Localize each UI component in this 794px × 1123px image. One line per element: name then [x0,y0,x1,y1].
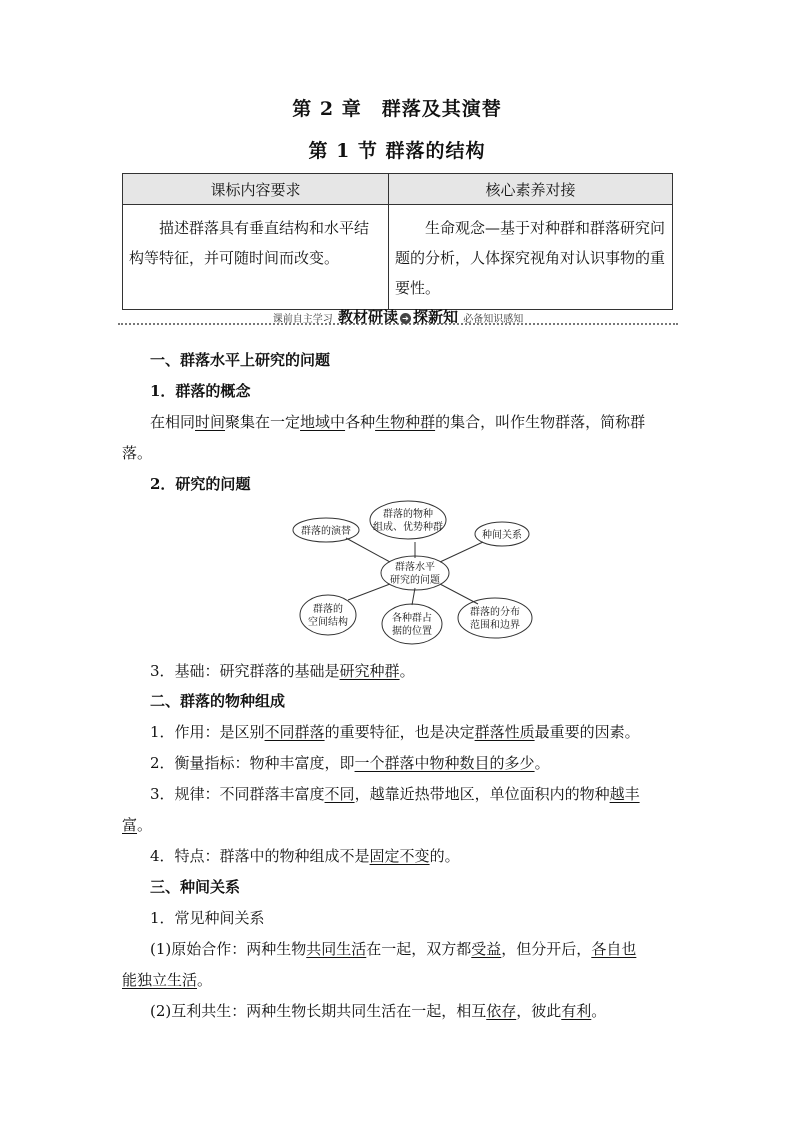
connector-spatial [348,584,390,600]
banner-main-label-2: 探新知 [413,308,459,326]
connector-succession [346,538,390,562]
composition-node [370,501,446,539]
spatial-label-2: 空间结构 [308,617,348,628]
center-label-2: 研究的问题 [390,575,440,586]
connector-range [440,584,478,604]
standards-cell [123,205,389,310]
interspecies-label: 种间关系 [482,530,522,541]
part2-heading: 二、群落的物种组成 [150,692,286,710]
connector-interspecies [440,542,483,562]
part2-item1: 1．作用：是区别不同群落的重要特征，也是决定群落性质最重要的因素。 [150,723,640,741]
composition-label-2: 组成、优势种群 [373,522,443,533]
range-label-2: 范围和边界 [470,620,520,631]
relation1-line2: 能独立生活。 [122,971,213,989]
spatial-node [300,595,356,635]
connector-niche [412,588,415,605]
niche-node [382,604,442,644]
item1-heading: 1．群落的概念 [150,382,251,400]
range-label-1: 群落的分布 [470,607,520,618]
standards-header: 课标内容要求 [123,174,389,205]
standards-table [122,173,673,310]
banner-left-label: 课前自主学习 [272,314,333,325]
range-node [458,598,532,638]
arrow-circle-icon: ➔ [400,313,411,324]
literacy-cell [389,205,673,310]
composition-label-1: 群落的物种 [383,509,433,520]
center-label-1: 群落水平 [395,562,435,573]
banner-right-label: 必备知识感知 [463,314,524,325]
item3-text: 3．基础：研究群落的基础是研究种群。 [150,662,415,680]
niche-label-2: 据的位置 [392,626,432,637]
banner-main-label-1: 教材研读 [337,308,398,326]
part3-subheading: 1．常见种间关系 [150,909,265,927]
part1-heading: 一、群落水平上研究的问题 [150,351,331,369]
item1-text-line2: 落。 [122,444,153,462]
part3-heading: 三、种间关系 [150,878,241,896]
chapter-title: 第 2 章 群落及其演替 [292,98,502,120]
niche-label-1: 各种群占 [392,613,432,624]
item1-text-line1: 在相同时间聚集在一定地域中各种生物种群的集合，叫作生物群落，简称群 [150,413,646,431]
spatial-label-1: 群落的 [313,604,343,615]
standards-text: 描述群落具有垂直结构和水平结构等特征，并可随时间而改变。 [129,219,370,267]
literacy-text: 生命观念—基于对种群和群落研究问题的分析，人体探究视角对认识事物的重要性。 [395,219,666,297]
part2-item3-line1: 3．规律：不同群落丰富度不同，越靠近热带地区，单位面积内的物种越丰 [150,785,640,803]
succession-label: 群落的演替 [301,526,351,537]
part2-item2: 2．衡量指标：物种丰富度，即一个群落中物种数目的多少。 [150,754,550,772]
literacy-header: 核心素养对接 [389,174,673,205]
part2-item4: 4．特点：群落中的物种组成不是固定不变的。 [150,847,460,865]
part2-item3-line2: 富。 [122,816,153,834]
section-banner [118,306,678,324]
section-title: 第 1 节 群落的结构 [308,140,486,162]
relation1-line1: (1)原始合作：两种生物共同生活在一起，双方都受益，但分开后，各自也 [150,940,637,958]
item2-heading: 2．研究的问题 [150,475,251,493]
research-questions-diagram [290,500,540,650]
relation2: (2)互利共生：两种生物长期共同生活在一起，相互依存，彼此有利。 [150,1002,607,1020]
